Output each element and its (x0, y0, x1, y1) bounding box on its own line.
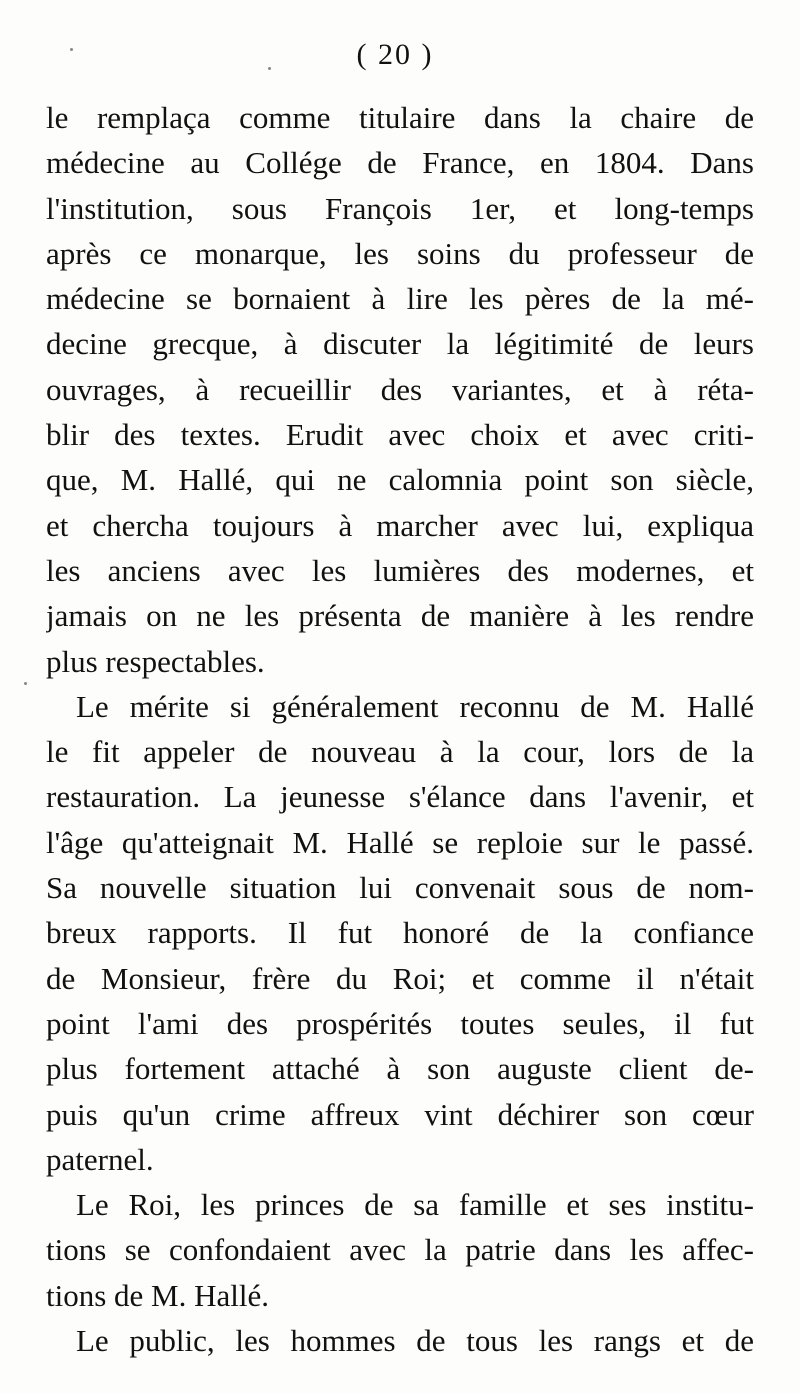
text-line: plus respectables. (46, 643, 265, 679)
body-text (46, 95, 754, 1363)
ink-speck (24, 682, 27, 685)
page-number: ( 20 ) (356, 38, 434, 71)
text-line: restauration. La jeunesse s'élance dans l'avenir, et (46, 779, 754, 815)
text-line: médecine au Collége de France, en 1804. Dans (46, 145, 754, 181)
text-line: tions de M. Hallé. (46, 1277, 269, 1313)
text-line: et chercha toujours à marcher avec lui, expliqua (46, 507, 754, 543)
text-line: breux rapports. Il fut honoré de la confiance (46, 915, 754, 951)
text-line: Le Roi, les princes de sa famille et ses institu- (76, 1187, 754, 1223)
text-line: de Monsieur, frère du Roi; et comme il n'était (46, 960, 754, 996)
text-line: tions se confondaient avec la patrie dans les affec- (46, 1232, 754, 1268)
text-line: le remplaça comme titulaire dans la chaire de (46, 100, 754, 135)
text-line: ouvrages, à recueillir des variantes, et à réta- (46, 371, 754, 407)
text-line: jamais on ne les présenta de manière à les rendre (46, 598, 754, 634)
text-line: Le mérite si généralement reconnu de M. Hallé (76, 688, 754, 724)
text-line: Sa nouvelle situation lui convenait sous de nom- (46, 870, 754, 906)
text-line: paternel. (46, 1141, 154, 1177)
text-line: les anciens avec les lumières des modernes, et (46, 552, 754, 588)
text-line: decine grecque, à discuter la légitimité de leurs (46, 326, 754, 362)
text-line: puis qu'un crime affreux vint déchirer son cœur (46, 1096, 754, 1132)
text-line: Le public, les hommes de tous les rangs et de (76, 1323, 754, 1359)
text-line: blir des textes. Erudit avec choix et avec criti- (46, 417, 754, 453)
text-line: après ce monarque, les soins du professeur de (46, 235, 754, 271)
text-line: médecine se bornaient à lire les pères de la mé- (46, 281, 754, 317)
text-line: l'institution, sous François 1er, et long-temps (46, 190, 754, 226)
text-line: plus fortement attaché à son auguste client de- (46, 1051, 754, 1087)
text-line: que, M. Hallé, qui ne calomnia point son siècle, (46, 462, 754, 498)
text-line: le fit appeler de nouveau à la cour, lors de la (46, 734, 754, 770)
text-line: l'âge qu'atteignait M. Hallé se reploie sur le passé. (46, 824, 754, 860)
text-line: point l'ami des prospérités toutes seules, il fut (46, 1005, 754, 1041)
